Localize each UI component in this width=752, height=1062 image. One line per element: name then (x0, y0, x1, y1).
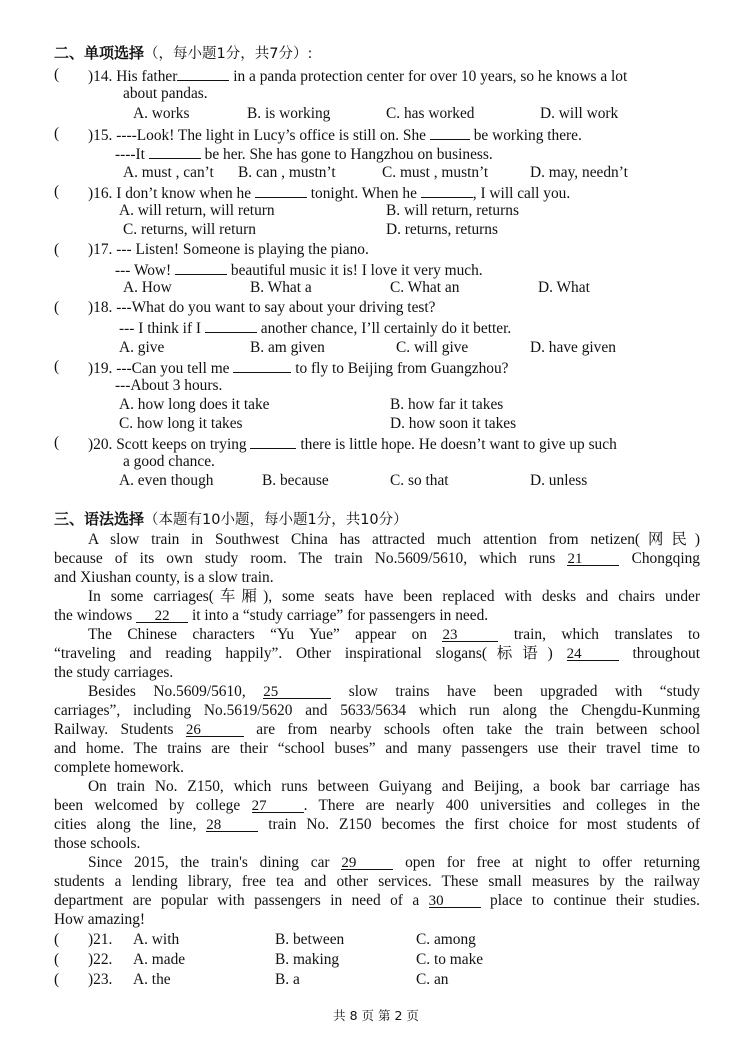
option-b: B. is working (247, 105, 331, 122)
answer-paren: ( (54, 299, 60, 316)
answer-blank (177, 65, 229, 81)
option-d: D. how soon it takes (390, 415, 517, 432)
question-number: )16. (88, 185, 113, 202)
option-c: C. among (416, 931, 476, 948)
cloze-blank-26: 26 (186, 721, 244, 737)
option-b: B. will return, returns (386, 202, 519, 219)
option-c: C. how long it takes (119, 415, 243, 432)
page-footer: 共 8 页 第 2 页 (333, 1008, 419, 1023)
answer-blank (430, 124, 470, 140)
option-a: A. will return, will return (119, 202, 275, 219)
option-b: B. What a (250, 279, 312, 296)
answer-paren: ( (54, 241, 60, 258)
option-d: D. returns, returns (386, 221, 498, 238)
cloze-blank-30: 30 (429, 892, 481, 908)
section-3-title: 三、语法选择 (54, 510, 145, 528)
option-a: A. with (133, 931, 180, 948)
option-d: D. have given (530, 339, 616, 356)
option-c: C. What an (390, 279, 460, 296)
answer-blank (255, 182, 307, 198)
question-number: )20. (88, 436, 113, 453)
answer-blank (205, 317, 257, 333)
answer-blank (175, 259, 227, 275)
option-a: A. give (119, 339, 165, 356)
question-number: )18. (88, 299, 113, 316)
answer-blank (149, 143, 201, 159)
answer-paren: ( (54, 971, 60, 988)
option-c: C. to make (416, 951, 484, 968)
cloze-blank-28: 28 (206, 816, 258, 832)
cloze-blank-21: 21 (567, 550, 619, 566)
option-c: C. must , mustn’t (382, 164, 489, 181)
option-d: D. unless (530, 472, 588, 489)
answer-paren: ( (54, 125, 60, 142)
question-number: )14. (88, 68, 113, 85)
option-a: A. works (133, 105, 190, 122)
option-c: C. will give (396, 339, 469, 356)
answer-paren: ( (54, 931, 60, 948)
option-b: B. between (275, 931, 345, 948)
question-number: )15. (88, 127, 113, 144)
option-b: B. how far it takes (390, 396, 504, 413)
exam-page: 二、单项选择（，每小题1分，共7分）: ( )14. His father in a panda protection center for over 10 years, so he knows a lot about pandas. A. works B. is working C. has worked D. will work ( )15. ----Look! The light in Lucy’s office is still on. She be working there. ----It be her. She has gone to Hangzhou on business. A. must , can’t B. can , mustn’t C. must , mustn’t D. may, needn’t ( )16. I don’t know when he tonight. When he , I will call you. A. will return, will return B. will return, returns C. returns, will return D. returns, returns ( )17. --- Listen! Someone is playing the piano. --- Wow! beautiful music it is! I love it very much. A. How B. What a C. What an D. What ( )18. ---What do you want to say about your driving test? --- I think if I another chance, I’ll certainly do it better. A. give B. am given C. will give D. have given ( )19. ---Can you tell me to fly to Beijing from Guangzhou? ---About 3 hours. A. how long does it take B. how far it takes C. how long it takes D. how soon it takes ( )20. Scott keeps on trying there is little hope. He doesn’t want to give up such a good chance. A. even though B. because C. so that D. unless 三、语法选择（本题有10小题，每小题1分，共10分） A slow train in Southwest China has attracted much attention from netizen(网民) because of its own study room. The train No.5609/5610, which runs 21 Chongqing and Xiushan county, is a slow train. In some carriages(车厢), some seats have been replaced with desks and chairs under the windows 22 it into a “study carriage” for passengers in need. The Chinese characters “Yu Yue” appear on 23 train, which translates to “traveling and reading happily”. Other inspirational slogans(标语) 24 throughout the study carriages. Besides No.5609/5610, 25 slow trains have been upgraded with “study carriages”, including No.5619/5620 and 5633/5634 which run along the Chengdu-Kunming Railway. Students 26 are from nearby schools often take the train between school and home. The trains are their “school buses” and many passengers use their travel time to complete homework. On train No. Z150, which runs between Guiyang and Beijing, a book bar carriage has been welcomed by college 27 . There are nearly 400 universities and colleges in the cities along the line, 28 train No. Z150 becomes the first choice for most students of those schools. Since 2015, the train's dining car 29 open for free at night to offer returning students a lending library, free tea and other services. These small measures by the railway department are popular with passengers in need of a 30 place to continue their studies. How amazing! ( )21. A. with B. between C. among ( )22. A. made B. making C. to make ( )23. A. the B. a C. an 共 8 页 第 2 页 (0, 0, 752, 1062)
answer-paren: ( (54, 183, 60, 200)
question-number: )21. (88, 931, 113, 948)
option-b: B. because (262, 472, 329, 489)
option-d: D. will work (540, 105, 619, 122)
cloze-blank-25: 25 (263, 683, 331, 699)
option-c: C. returns, will return (123, 221, 256, 238)
question-number: )17. (88, 241, 113, 258)
section-3-note: （本题有10小题，每小题1分，共10分） (144, 512, 408, 528)
option-b: B. can , mustn’t (238, 164, 336, 181)
option-c: C. so that (390, 472, 449, 489)
question-number: )22. (88, 951, 113, 968)
answer-paren: ( (54, 951, 60, 968)
option-b: B. am given (250, 339, 325, 356)
section-2-note: （，每小题1分，共7分）: (144, 46, 313, 62)
question-number: )23. (88, 971, 113, 988)
answer-paren: ( (54, 358, 60, 375)
question-number: )19. (88, 360, 113, 377)
cloze-blank-29: 29 (341, 854, 393, 870)
option-d: D. What (538, 279, 590, 296)
option-b: B. making (275, 951, 340, 968)
option-a: A. must , can’t (123, 164, 214, 181)
answer-paren: ( (54, 66, 60, 83)
answer-blank (250, 433, 296, 449)
section-2-title: 二、单项选择 (54, 44, 145, 62)
option-a: A. even though (119, 472, 214, 489)
option-a: A. How (123, 279, 172, 296)
answer-blank (421, 182, 473, 198)
section-2-heading (54, 44, 312, 64)
answer-paren: ( (54, 434, 60, 451)
option-a: A. the (133, 971, 171, 988)
cloze-blank-22: 22 (136, 607, 188, 623)
option-c: C. has worked (386, 105, 475, 122)
answer-blank (233, 357, 291, 373)
cloze-blank-24: 24 (567, 645, 619, 661)
option-a: A. made (133, 951, 186, 968)
option-d: D. may, needn’t (530, 164, 628, 181)
cloze-blank-27: 27 (252, 797, 304, 813)
option-c: C. an (416, 971, 449, 988)
option-a: A. how long does it take (119, 396, 270, 413)
cloze-blank-23: 23 (442, 626, 498, 642)
option-b: B. a (275, 971, 300, 988)
section-3-heading (54, 510, 408, 530)
